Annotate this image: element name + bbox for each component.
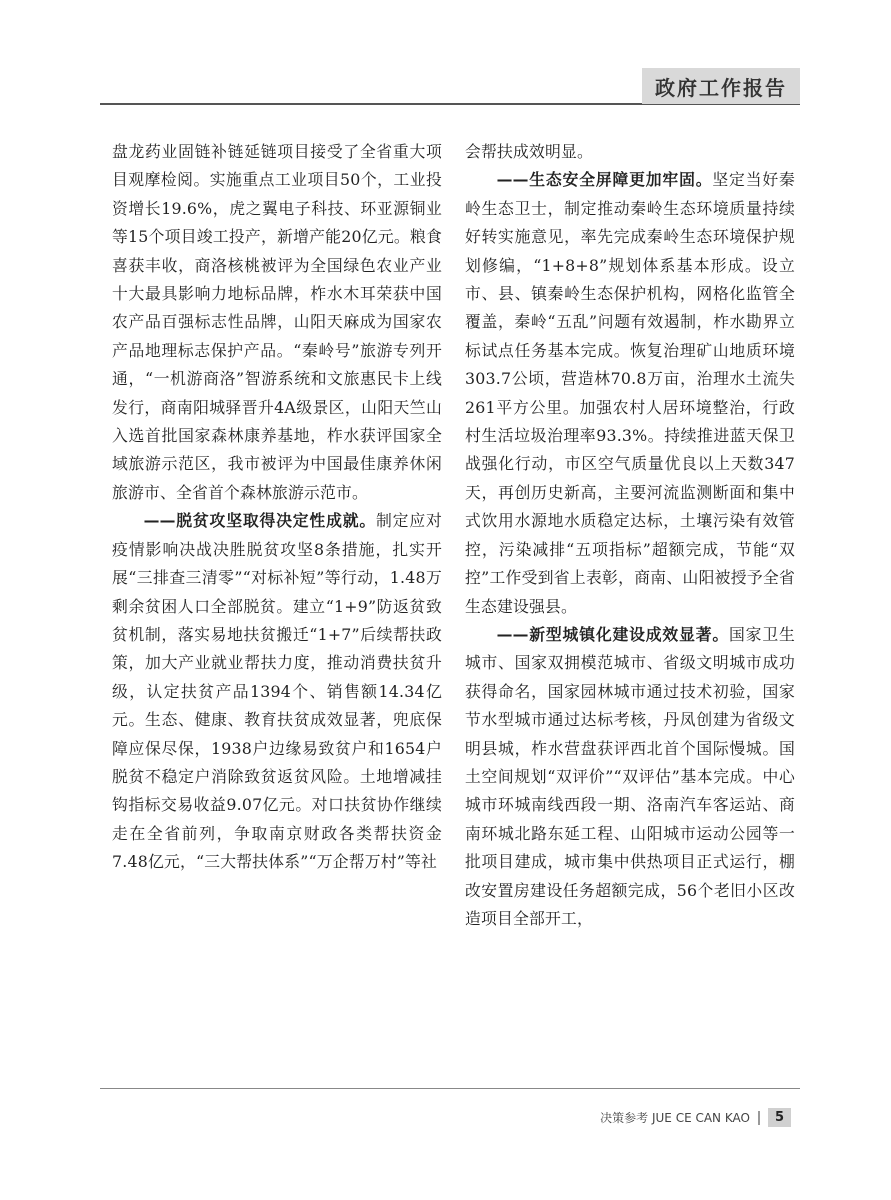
- left-column: [112, 138, 442, 877]
- paragraph-ecology: [465, 166, 795, 621]
- page-number: 5: [768, 1108, 791, 1127]
- section-header: [642, 68, 800, 104]
- section-title: 政府工作报告: [655, 75, 787, 100]
- paragraph-body: 制定应对疫情影响决战决胜脱贫攻坚8条措施，扎实开展“三排查三清零”“对标补短”等行动，1.48万剩余贫困人口全部脱贫。建立“1+9”防返贫致贫机制，落实易地扶贫搬迁“1+7”后续帮扶政策，加大产业就业帮扶力度，推动消费扶贫升级，认定扶贫产品1394个、销售额14.34亿元。生态、健康、教育扶贫成效显著，兜底保障应保尽保，1938户边缘易致贫户和1654户脱贫不稳定户消除致贫返贫风险。土地增减挂钩指标交易收益9.07亿元。对口扶贫协作继续走在全省前列，争取南京财政各类帮扶资金7.48亿元，“三大帮扶体系”“万企帮万村”等社: [112, 511, 442, 872]
- journal-name: 决策参考 JUE CE CAN KAO: [600, 1111, 750, 1125]
- paragraph-poverty-alleviation: [112, 507, 442, 876]
- page-footer: [600, 1108, 791, 1127]
- paragraph-continued: 会帮扶成效明显。: [465, 142, 593, 161]
- paragraph-body: 坚定当好秦岭生态卫士，制定推动秦岭生态环境质量持续好转实施意见，率先完成秦岭生态环境保护规划修编，“1+8+8”规划体系基本形成。设立市、县、镇秦岭生态保护机构，网格化监管全覆盖，秦岭“五乱”问题有效遏制，柞水勘界立标试点任务基本完成。恢复治理矿山地质环境303.7公顷，营造林70.8万亩，治理水土流失261平方公里。加强农村人居环境整治，行政村生活垃圾治理率93.3%。持续推进蓝天保卫战强化行动，市区空气质量优良以上天数347天，再创历史新高，主要河流监测断面和集中式饮用水源地水质稳定达标，土壤污染有效管控，污染减排“五项指标”超额完成，节能“双控”工作受到省上表彰，商南、山阳被授予全省生态建设强县。: [465, 170, 795, 616]
- footer-separator: [758, 1111, 760, 1125]
- paragraph-continued: 盘龙药业固链补链延链项目接受了全省重大项目观摩检阅。实施重点工业项目50个，工业投资增长19.6%，虎之翼电子科技、环亚源铜业等15个项目竣工投产，新增产能20亿元。粮食喜获丰收，商洛核桃被评为全国绿色农业产业十大最具影响力地标品牌，柞水木耳荣获中国农产品百强标志性品牌，山阳天麻成为国家农产品地理标志保护产品。“秦岭号”旅游专列开通，“一机游商洛”智游系统和文旅惠民卡上线发行，商南阳城驿晋升4A级景区，山阳天竺山入选首批国家森林康养基地，柞水获评国家全域旅游示范区，我市被评为中国最佳康养休闲旅游市、全省首个森林旅游示范市。: [112, 142, 442, 502]
- right-column: [465, 138, 795, 933]
- paragraph-heading: ——新型城镇化建设成效显著。: [496, 624, 730, 644]
- paragraph-heading: ——脱贫攻坚取得决定性成就。: [143, 511, 377, 531]
- paragraph-body: 国家卫生城市、国家双拥模范城市、省级文明城市成功获得命名，国家园林城市通过技术初验，国家节水型城市通过达标考核，丹凤创建为省级文明县城，柞水营盘获评西北首个国际慢城。国土空间规划“双评价”“双评估”基本完成。中心城市环城南线西段一期、洛南汽车客运站、商南环城北路东延工程、山阳城市运动公园等一批项目建成，城市集中供热项目正式运行，棚改安置房建设任务超额完成，56个老旧小区改造项目全部开工，: [465, 624, 795, 928]
- paragraph-urbanization: [465, 621, 795, 933]
- paragraph-heading: ——生态安全屏障更加牢固。: [496, 170, 713, 190]
- footer-rule: [100, 1088, 800, 1089]
